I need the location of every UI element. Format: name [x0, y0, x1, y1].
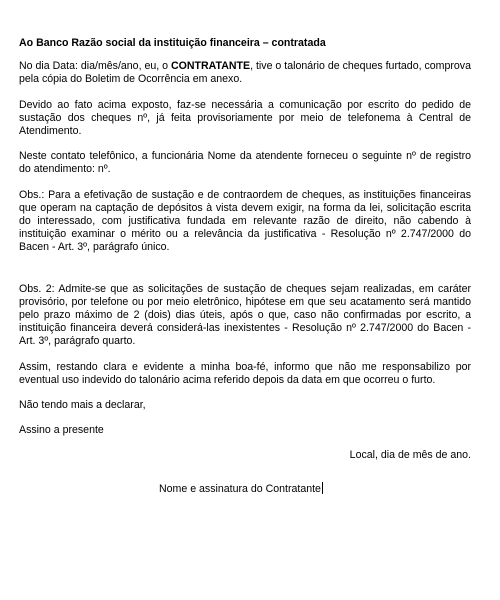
- document-body: [19, 37, 471, 463]
- paragraph-sign-intro: Assino a presente: [19, 424, 104, 437]
- paragraph-good-faith: Assim, restando clara e evidente a minha boa-fé, informo que não me responsabilizo por eventual uso indevido do talonário acima referido depois da data em que ocorreu o furto.: [19, 360, 471, 386]
- document-heading: Ao Banco Razão social da instituição financeira – contratada: [19, 37, 326, 49]
- paragraph-phone-contact: Neste contato telefônico, a funcionária Nome da atendente forneceu o seguinte nº de registro do atendimento: nº.: [19, 150, 471, 176]
- text-cursor: [322, 482, 323, 494]
- paragraph-date-statement: [19, 60, 471, 86]
- signature-text: Nome e assinatura do Contratante: [159, 483, 321, 495]
- paragraph-nothing-more: Não tendo mais a declarar,: [19, 399, 146, 412]
- paragraph-communication: Devido ao fato acima exposto, faz-se necessária a comunicação por escrito do pedido de sustação dos cheques nº, já feita provisoriamente por meio de telefonema à Central de Atendimento.: [19, 98, 471, 138]
- paragraph-date-text-end: , tive o talonário de cheques furtado, comprova pela cópia do Boletim de Ocorrência em anexo.: [19, 60, 471, 86]
- signature-line[interactable]: [159, 482, 323, 496]
- paragraph-date-text-start: No dia Data: dia/mês/ano, eu, o: [19, 60, 172, 73]
- paragraph-obs-1: Obs.: Para a efetivação de sustação e de contraordem de cheques, as instituições financeiras que operam na captação de depósitos à vista devem exigir, na forma da lei, solicitação escrita do interessado, com justificativa fundada em relevante razão de direito, não cabendo à instituição examinar o mérito ou a relevância da justificativa - Resolução nº 2.747/2000 do Bacen - Art. 3º, parágrafo único.: [19, 188, 471, 254]
- place-date-line: Local, dia de mês de ano.: [349, 449, 471, 462]
- contratante-bold-label: CONTRATANTE: [171, 60, 251, 73]
- paragraph-obs-2: Obs. 2: Admite-se que as solicitações de sustação de cheques sejam realizadas, em caráter provisório, por telefone ou por meio eletrônico, hipótese em que seu acatamento será mantido pelo prazo máximo de 2 (dois) dias úteis, após o que, caso não confirmadas por escrito, a instituição financeira deverá considerá-las inexistentes - Resolução nº 2.747/2000 do Bacen - Art. 3º, parágrafo quarto.: [19, 282, 471, 348]
